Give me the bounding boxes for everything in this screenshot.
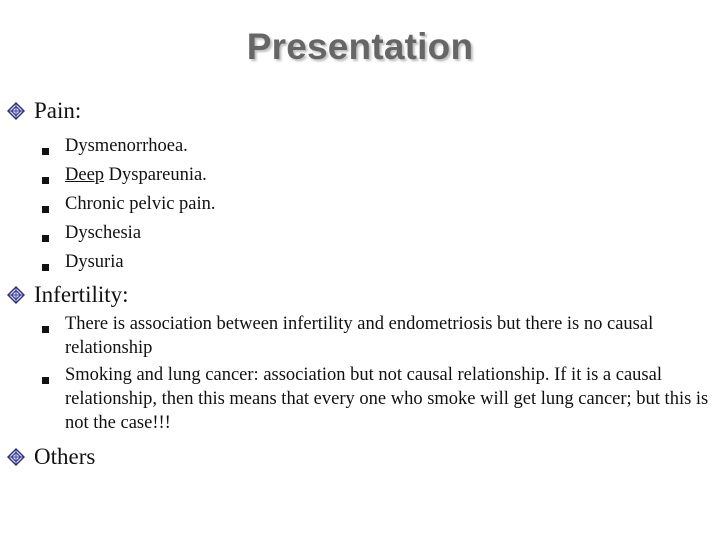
pain-item-dyspareunia-rest: Dyspareunia. bbox=[104, 165, 207, 185]
square-bullet-icon bbox=[42, 235, 49, 242]
slide-title: Presentation bbox=[246, 26, 474, 67]
square-bullet-icon bbox=[42, 377, 49, 384]
others-heading: Others bbox=[34, 444, 96, 469]
pain-item-dyspareunia bbox=[65, 163, 207, 187]
square-bullet-icon bbox=[42, 206, 49, 213]
infertility-item-smoking-example: Smoking and lung cancer: association but not causal relationship. If it is a causal relationship, then this means that every one who smoke will get lung cancer; but this is not the case!!! bbox=[65, 365, 709, 433]
infertility-heading: Infertility: bbox=[34, 282, 129, 307]
pain-heading: Pain: bbox=[34, 98, 82, 123]
pain-item-dysmenorrhoea: Dysmenorrhoea. bbox=[65, 136, 188, 156]
square-bullet-icon bbox=[42, 148, 49, 155]
pain-item-chronic-pelvic-pain: Chronic pelvic pain. bbox=[65, 194, 216, 214]
diamond-bullet-icon bbox=[7, 286, 25, 304]
pain-item-dysuria: Dysuria bbox=[65, 252, 124, 272]
square-bullet-icon bbox=[42, 177, 49, 184]
pain-item-deep-underlined: Deep bbox=[65, 165, 105, 185]
pain-item-dyschesia: Dyschesia bbox=[65, 223, 142, 243]
square-bullet-icon bbox=[42, 326, 49, 333]
square-bullet-icon bbox=[42, 264, 49, 271]
infertility-item-association: There is association between infertility and endometriosis but there is no causal relationship bbox=[65, 314, 654, 358]
diamond-bullet-icon bbox=[7, 102, 25, 120]
diamond-bullet-icon bbox=[7, 448, 25, 466]
